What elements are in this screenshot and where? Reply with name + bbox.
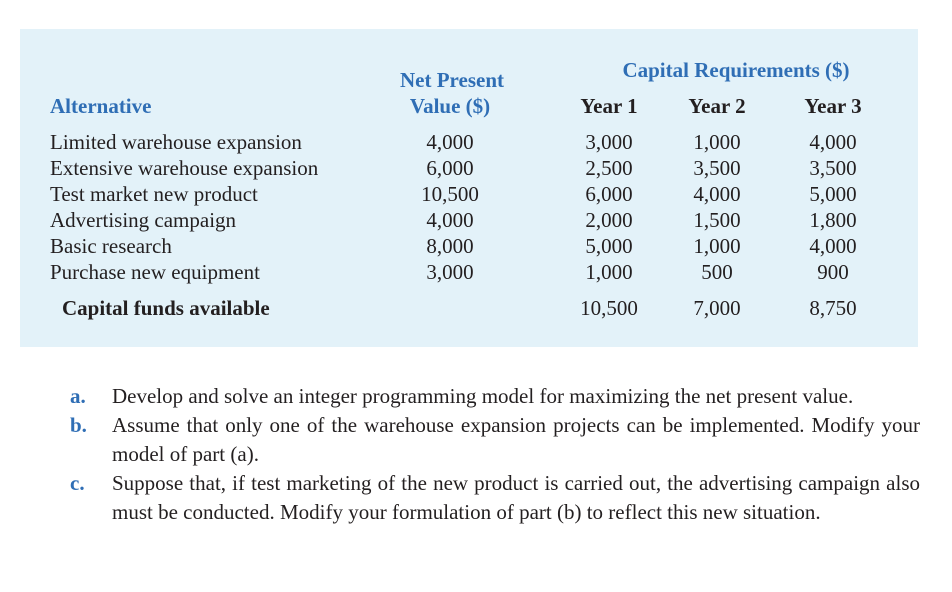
row-year2: 4,000: [693, 182, 741, 206]
question-letter: a.: [70, 384, 86, 408]
row-year2: 500: [701, 260, 733, 284]
row-year2: 1,000: [693, 130, 741, 154]
row-year1: 2,500: [585, 156, 633, 180]
row-year1: 3,000: [585, 130, 633, 154]
row-name: Test market new product: [50, 182, 258, 206]
question-letter: b.: [70, 413, 87, 437]
row-npv: 4,000: [426, 208, 474, 232]
row-name: Advertising campaign: [50, 208, 237, 232]
row-name: Basic research: [50, 234, 172, 258]
row-year3: 4,000: [809, 130, 857, 154]
row-year1: 6,000: [585, 182, 633, 206]
row-name: Limited warehouse expansion: [50, 130, 302, 154]
row-name: Purchase new equipment: [50, 260, 260, 284]
row-npv: 4,000: [426, 130, 474, 154]
funds-year3: 8,750: [809, 296, 857, 320]
npv-header-line1: Net Present: [400, 68, 504, 92]
row-year3: 4,000: [809, 234, 857, 258]
row-year1: 5,000: [585, 234, 633, 258]
row-year2: 1,000: [693, 234, 741, 258]
npv-header-line2: Value ($): [409, 94, 491, 118]
funds-year2: 7,000: [693, 296, 741, 320]
capital-requirements-table: [20, 29, 918, 347]
row-name: Extensive warehouse expansion: [50, 156, 319, 180]
row-npv: 3,000: [426, 260, 474, 284]
row-year2: 1,500: [693, 208, 741, 232]
row-year3: 1,800: [809, 208, 857, 232]
capital-funds-label: Capital funds available: [62, 296, 270, 320]
question-text: Assume that only one of the warehouse expansion projects can be implemented. Modify your model of part (a).: [112, 413, 920, 466]
row-year1: 1,000: [585, 260, 633, 284]
year1-header: Year 1: [580, 94, 638, 118]
row-year3: 3,500: [809, 156, 857, 180]
row-npv: 10,500: [421, 182, 479, 206]
row-year3: 900: [817, 260, 849, 284]
question-text: Suppose that, if test marketing of the new product is carried out, the advertising campaign also must be conducted. Modify your formulation of part (b) to reflect this new situation.: [112, 471, 920, 524]
row-year3: 5,000: [809, 182, 857, 206]
row-npv: 6,000: [426, 156, 474, 180]
funds-year1: 10,500: [580, 296, 638, 320]
row-npv: 8,000: [426, 234, 474, 258]
question-text: Develop and solve an integer programming model for maximizing the net present value.: [112, 384, 854, 408]
question-letter: c.: [70, 471, 85, 495]
question-b: [70, 411, 920, 469]
alternative-header: Alternative: [50, 94, 152, 118]
question-list: [70, 382, 920, 527]
question-c: [70, 469, 920, 527]
row-year1: 2,000: [585, 208, 633, 232]
year2-header: Year 2: [688, 94, 746, 118]
capital-requirements-header: Capital Requirements ($): [622, 58, 850, 82]
year3-header: Year 3: [804, 94, 862, 118]
question-a: [70, 382, 920, 411]
row-year2: 3,500: [693, 156, 741, 180]
